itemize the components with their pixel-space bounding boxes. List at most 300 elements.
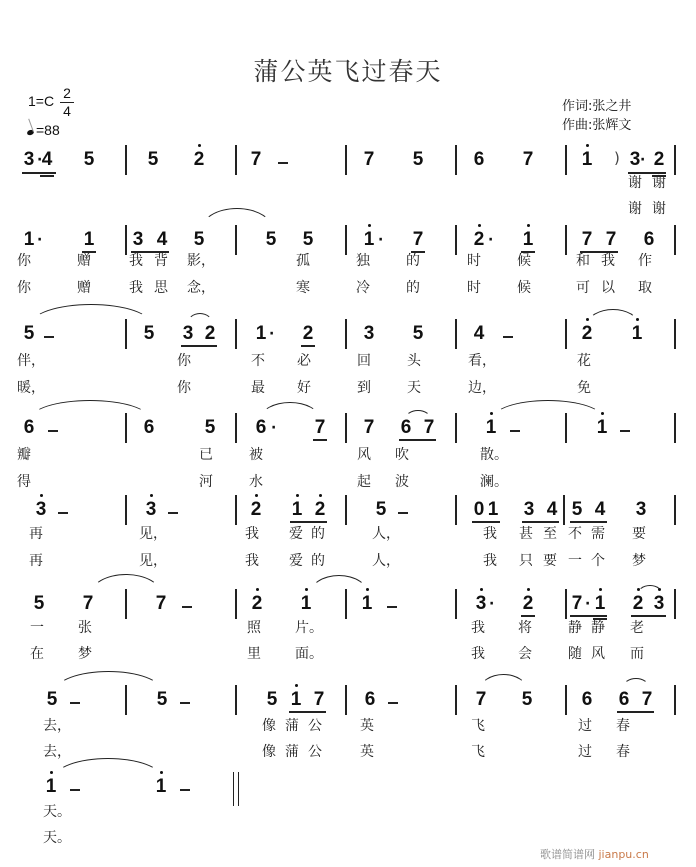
note-digit: 7 xyxy=(82,593,94,614)
high-octave-dot xyxy=(599,588,602,591)
tie-slur xyxy=(587,309,639,325)
high-octave-dot xyxy=(478,224,481,227)
high-octave-dot xyxy=(586,144,589,147)
note xyxy=(642,230,656,250)
note-digit: 4 xyxy=(473,323,485,344)
note-digit: 6 xyxy=(618,689,630,710)
lyric-syllable: 需 xyxy=(591,526,605,542)
lyric-syllable: 作 xyxy=(638,253,652,269)
lyric-syllable: 过 xyxy=(578,744,592,760)
note-digit: 5 xyxy=(412,149,424,170)
note-digit: 3 xyxy=(635,499,647,520)
lyric-syllable: 梦 xyxy=(632,553,646,569)
watermark-en: jianpu.cn xyxy=(598,848,649,861)
barline xyxy=(235,589,237,619)
barline xyxy=(565,145,567,175)
lyric-syllable: 在 xyxy=(30,646,44,662)
note-digit: 5 xyxy=(302,229,314,250)
lyric-syllable: 蒲 xyxy=(285,718,299,734)
note-digit: 2 xyxy=(204,323,216,344)
beam-underline xyxy=(472,521,500,523)
note xyxy=(312,690,326,710)
note xyxy=(640,690,654,710)
lyric-syllable: 得 xyxy=(17,474,31,490)
note-digit: 4 xyxy=(594,499,606,520)
note xyxy=(249,150,263,170)
note-digit: 1 xyxy=(594,593,606,614)
lyric-syllable: 见， xyxy=(139,553,167,569)
barline xyxy=(455,589,457,619)
lyric-syllable: 散。 xyxy=(480,447,508,463)
note-digit: 1 xyxy=(300,593,312,614)
extension-dash xyxy=(503,336,513,338)
time-signature-top: 2 xyxy=(63,85,71,101)
lyric-syllable: 飞 xyxy=(471,744,485,760)
lyric-syllable: 冷 xyxy=(356,280,370,296)
lyric-syllable: 寒 xyxy=(296,280,310,296)
note-digit: 7 xyxy=(475,689,487,710)
note xyxy=(22,230,36,250)
barline xyxy=(563,495,565,525)
note xyxy=(472,324,486,344)
lyric-syllable: 爱 xyxy=(289,553,303,569)
note-digit: 7 xyxy=(412,229,424,250)
note-digit: 6 xyxy=(581,689,593,710)
barline xyxy=(235,145,237,175)
beam-underline xyxy=(570,615,607,617)
note-digit: 7 xyxy=(581,229,593,250)
note-digit: 5 xyxy=(83,149,95,170)
lyric-syllable: 水 xyxy=(249,474,263,490)
extension-dash xyxy=(48,430,58,432)
lyric-syllable: 春 xyxy=(616,718,630,734)
note xyxy=(360,594,374,614)
barline xyxy=(455,319,457,349)
note xyxy=(474,594,488,614)
high-octave-dot xyxy=(296,494,299,497)
note-digit: 4 xyxy=(546,499,558,520)
lyric-syllable: 影， xyxy=(187,253,215,269)
note xyxy=(81,594,95,614)
note xyxy=(265,690,279,710)
note-digit: 1 xyxy=(83,229,95,250)
barline xyxy=(674,685,676,715)
note xyxy=(44,777,58,797)
note-digit: 7 xyxy=(522,149,534,170)
site-watermark xyxy=(540,846,649,862)
barline xyxy=(125,685,127,715)
lyric-syllable: 花 xyxy=(577,353,591,369)
note xyxy=(631,594,645,614)
barline xyxy=(455,685,457,715)
note xyxy=(82,150,96,170)
note xyxy=(301,324,315,344)
note xyxy=(203,324,217,344)
barline xyxy=(235,495,237,525)
note xyxy=(422,418,436,438)
note-digit: 6 xyxy=(400,417,412,438)
beam-underline xyxy=(521,615,535,617)
time-signature xyxy=(60,86,74,119)
lyric-syllable: 人， xyxy=(372,526,400,542)
lyric-syllable: 候 xyxy=(517,253,531,269)
note-digit: 5 xyxy=(156,689,168,710)
barline xyxy=(674,495,676,525)
note xyxy=(254,324,268,344)
note-digit: 2 xyxy=(653,149,665,170)
note xyxy=(522,500,536,520)
lyric-syllable: 最 xyxy=(251,380,265,396)
augmentation-dot: · xyxy=(640,152,646,168)
lyric-syllable: 只 xyxy=(519,553,533,569)
note xyxy=(155,230,169,250)
note-digit: 5 xyxy=(521,689,533,710)
note xyxy=(45,690,59,710)
barline xyxy=(455,225,457,255)
lyric-syllable: 去， xyxy=(43,744,71,760)
note xyxy=(299,594,313,614)
note-digit: 1 xyxy=(581,149,593,170)
lyric-syllable: 英 xyxy=(360,718,374,734)
beam-underline xyxy=(617,711,654,713)
barline xyxy=(674,319,676,349)
lyric-syllable: 我 xyxy=(483,526,497,542)
note-digit: 5 xyxy=(46,689,58,710)
note xyxy=(181,324,195,344)
note xyxy=(652,594,666,614)
lyric-syllable: 河 xyxy=(199,474,213,490)
note xyxy=(362,324,376,344)
lyric-syllable: 可 xyxy=(576,280,590,296)
barline xyxy=(125,495,127,525)
beam-underline xyxy=(570,521,607,523)
note-digit: 2 xyxy=(302,323,314,344)
lyric-syllable: 候 xyxy=(517,280,531,296)
note-digit: 1 xyxy=(255,323,267,344)
note xyxy=(411,324,425,344)
note xyxy=(630,324,644,344)
lyric-syllable: 的 xyxy=(311,553,325,569)
note xyxy=(593,500,607,520)
lyric-syllable: 不 xyxy=(568,526,582,542)
quarter-note-icon xyxy=(26,129,34,136)
beam-underline xyxy=(631,615,666,617)
note-digit: 1 xyxy=(487,499,499,520)
tie-slur xyxy=(30,304,152,325)
barline xyxy=(674,589,676,619)
note-digit: 1 xyxy=(361,593,373,614)
extension-dash xyxy=(182,606,192,608)
barline xyxy=(674,145,676,175)
note-digit: 7 xyxy=(314,417,326,438)
note xyxy=(545,500,559,520)
note-digit: 5 xyxy=(266,689,278,710)
note-digit: 3 xyxy=(23,149,35,170)
barline xyxy=(674,413,676,443)
note-digit: 0 xyxy=(473,499,485,520)
lyric-syllable: 老 xyxy=(630,620,644,636)
note-digit: 3 xyxy=(475,593,487,614)
lyric-syllable: 天。 xyxy=(43,804,71,820)
note-digit: 1 xyxy=(290,689,302,710)
lyric-syllable: 独 xyxy=(356,253,370,269)
augmentation-dot: · xyxy=(269,326,275,342)
note xyxy=(82,230,96,250)
lyric-syllable: 静 xyxy=(591,620,605,636)
barline xyxy=(125,413,127,443)
lyric-syllable: 必 xyxy=(297,353,311,369)
note-digit: 6 xyxy=(143,417,155,438)
high-octave-dot xyxy=(480,588,483,591)
lyric-syllable: 起 xyxy=(357,474,371,490)
song-title: 蒲公英飞过春天 xyxy=(253,57,443,86)
lyric-syllable: 过 xyxy=(578,718,592,734)
note-digit: 5 xyxy=(193,229,205,250)
lyric-syllable: 我 xyxy=(245,553,259,569)
lyric-syllable: 思 xyxy=(154,280,168,296)
lyric-syllable: 会 xyxy=(518,646,532,662)
note-digit: 5 xyxy=(23,323,35,344)
extension-dash xyxy=(70,789,80,791)
note xyxy=(313,418,327,438)
lyric-syllable: 取 xyxy=(638,280,652,296)
high-octave-dot xyxy=(295,684,298,687)
note xyxy=(570,500,584,520)
tie-slur xyxy=(200,208,274,231)
note xyxy=(521,594,535,614)
beam-underline xyxy=(301,345,315,347)
note-digit: 3 xyxy=(629,149,641,170)
note-digit: 6 xyxy=(364,689,376,710)
lyric-syllable: 你 xyxy=(17,280,31,296)
composer-credit: 作曲:张辉文 xyxy=(562,118,632,133)
note xyxy=(411,150,425,170)
note xyxy=(254,418,268,438)
tie-slur xyxy=(309,575,369,595)
note-digit: 1 xyxy=(45,776,57,797)
lyric-syllable: 随 xyxy=(568,646,582,662)
high-octave-dot xyxy=(255,494,258,497)
lyric-syllable: 春 xyxy=(616,744,630,760)
lyric-syllable: 免 xyxy=(577,380,591,396)
note-digit: 4 xyxy=(41,149,53,170)
high-octave-dot xyxy=(256,588,259,591)
high-octave-dot xyxy=(527,588,530,591)
augmentation-dot: · xyxy=(488,232,494,248)
note-digit: 7 xyxy=(571,593,583,614)
note-digit: 3 xyxy=(523,499,535,520)
beam-underline xyxy=(181,345,217,347)
lyric-syllable: 蒲 xyxy=(285,744,299,760)
lyric-syllable: 谢 xyxy=(628,201,642,217)
lyric-syllable: 背 xyxy=(154,253,168,269)
closing-parenthesis: ) xyxy=(614,149,620,167)
note xyxy=(362,150,376,170)
barline xyxy=(674,225,676,255)
lyric-syllable: 我 xyxy=(471,620,485,636)
barline xyxy=(565,319,567,349)
extension-dash xyxy=(278,162,288,164)
note xyxy=(32,594,46,614)
note-digit: 3 xyxy=(145,499,157,520)
note xyxy=(146,150,160,170)
lyric-syllable: 风 xyxy=(357,447,371,463)
barline xyxy=(235,225,237,255)
lyric-syllable: 面。 xyxy=(295,646,323,662)
note-digit: 1 xyxy=(23,229,35,250)
lyric-syllable: 的 xyxy=(406,253,420,269)
note xyxy=(155,690,169,710)
note xyxy=(142,324,156,344)
beam-underline xyxy=(399,439,436,441)
lyric-syllable: 到 xyxy=(357,380,371,396)
barline xyxy=(125,589,127,619)
lyric-syllable: 看， xyxy=(468,353,496,369)
lyric-syllable: 边， xyxy=(468,380,496,396)
note-digit: 1 xyxy=(363,229,375,250)
note-digit: 3 xyxy=(35,499,47,520)
extension-dash xyxy=(388,702,398,704)
note xyxy=(484,418,498,438)
barline xyxy=(345,145,347,175)
lyric-syllable: 我 xyxy=(245,526,259,542)
note-digit: 2 xyxy=(193,149,205,170)
lyric-syllable: 里 xyxy=(247,646,261,662)
lyric-syllable: 梦 xyxy=(78,646,92,662)
note-digit: 1 xyxy=(596,417,608,438)
lyric-syllable: 我 xyxy=(129,280,143,296)
augmentation-dot: · xyxy=(585,596,591,612)
lyric-syllable: 再 xyxy=(29,526,43,542)
lyric-syllable: 个 xyxy=(591,553,605,569)
note xyxy=(250,594,264,614)
tempo-value: =88 xyxy=(36,122,60,138)
note xyxy=(486,500,500,520)
lyricist-credit: 作词:张之井 xyxy=(562,99,632,114)
note xyxy=(472,500,486,520)
note-digit: 5 xyxy=(33,593,45,614)
note xyxy=(652,150,666,170)
note-digit: 2 xyxy=(473,229,485,250)
note-digit: 6 xyxy=(643,229,655,250)
barline xyxy=(345,495,347,525)
lyric-syllable: 至 xyxy=(543,526,557,542)
note-digit: 6 xyxy=(23,417,35,438)
lyric-syllable: 再 xyxy=(29,553,43,569)
note xyxy=(144,500,158,520)
note xyxy=(362,230,376,250)
barline xyxy=(235,319,237,349)
note xyxy=(374,500,388,520)
barline xyxy=(565,685,567,715)
note xyxy=(362,418,376,438)
note-digit: 5 xyxy=(571,499,583,520)
note xyxy=(472,230,486,250)
lyric-syllable: 你 xyxy=(177,380,191,396)
barline xyxy=(455,145,457,175)
lyric-syllable: 谢 xyxy=(652,201,666,217)
augmentation-dot: · xyxy=(378,232,384,248)
key-signature: 1=C xyxy=(28,93,55,109)
lyric-syllable: 我 xyxy=(601,253,615,269)
note-digit: 3 xyxy=(363,323,375,344)
lyric-syllable: 的 xyxy=(311,526,325,542)
tie-slur xyxy=(260,402,320,419)
note xyxy=(22,418,36,438)
barline xyxy=(345,225,347,255)
extension-dash xyxy=(510,430,520,432)
note-digit: 7 xyxy=(363,417,375,438)
barline xyxy=(565,589,567,619)
lyric-syllable: 以 xyxy=(601,280,615,296)
note-digit: 6 xyxy=(473,149,485,170)
lyric-syllable: 我 xyxy=(471,646,485,662)
lyric-syllable: 谢 xyxy=(652,175,666,191)
lyric-syllable: 已 xyxy=(199,447,213,463)
lyric-syllable: 要 xyxy=(543,553,557,569)
lyric-syllable: 头 xyxy=(407,353,421,369)
beam-underline xyxy=(40,175,54,177)
lyric-syllable: 静 xyxy=(568,620,582,636)
lyric-syllable: 飞 xyxy=(471,718,485,734)
tie-slur xyxy=(187,313,213,324)
note-digit: 7 xyxy=(313,689,325,710)
lyric-syllable: 张 xyxy=(78,620,92,636)
barline xyxy=(345,589,347,619)
note-digit: 3 xyxy=(653,593,665,614)
tie-slur xyxy=(479,674,528,691)
lyric-syllable: 风 xyxy=(591,646,605,662)
extension-dash xyxy=(180,702,190,704)
note-digit: 2 xyxy=(581,323,593,344)
barline xyxy=(345,319,347,349)
lyric-syllable: 像 xyxy=(262,718,276,734)
note-digit: 3 xyxy=(182,323,194,344)
extension-dash xyxy=(70,702,80,704)
note xyxy=(580,324,594,344)
barline xyxy=(125,145,127,175)
note xyxy=(472,150,486,170)
extension-dash xyxy=(180,789,190,791)
high-octave-dot xyxy=(50,771,53,774)
note-digit: 5 xyxy=(147,149,159,170)
final-double-barline xyxy=(233,772,239,806)
extension-dash xyxy=(58,512,68,514)
tie-slur xyxy=(623,678,649,687)
lyric-syllable: 好 xyxy=(297,380,311,396)
note-digit: 7 xyxy=(250,149,262,170)
lyric-syllable: 和 xyxy=(576,253,590,269)
note xyxy=(154,777,168,797)
note xyxy=(593,594,607,614)
note-digit: 2 xyxy=(522,593,534,614)
credits xyxy=(562,97,631,135)
note-digit: 2 xyxy=(314,499,326,520)
extension-dash xyxy=(398,512,408,514)
extension-dash xyxy=(620,430,630,432)
tie-slur xyxy=(30,400,150,419)
barline xyxy=(565,225,567,255)
note xyxy=(131,230,145,250)
note-digit: 5 xyxy=(204,417,216,438)
lyric-syllable: 我 xyxy=(129,253,143,269)
barline xyxy=(235,413,237,443)
note xyxy=(264,230,278,250)
lyric-syllable: 我 xyxy=(483,553,497,569)
note-digit: 1 xyxy=(522,229,534,250)
note xyxy=(604,230,618,250)
lyric-syllable: 的 xyxy=(406,280,420,296)
